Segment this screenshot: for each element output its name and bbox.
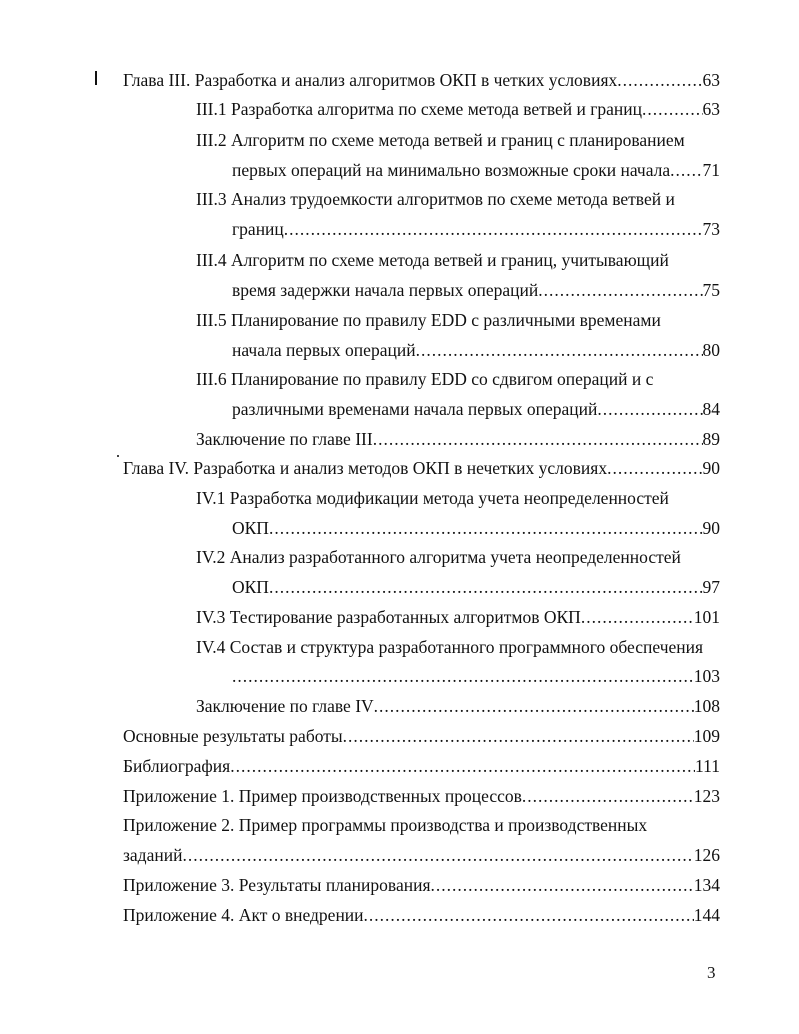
toc-entry-3-3-line1[interactable]: III.3 Анализ трудоемкости алгоритмов по схеме метода ветвей и (196, 189, 675, 209)
toc-entry-4-1-line1[interactable]: IV.1 Разработка модификации метода учета неопределенностей (196, 488, 669, 508)
toc-entry-appendix-1[interactable]: Приложение 1. Пример производственных процессов ..... 123 (123, 785, 720, 807)
toc-entry-4-4-line1[interactable]: IV.4 Состав и структура разработанного программного обеспечения (196, 637, 704, 657)
toc-entry-results[interactable]: Основные результаты работы ..... 109 (123, 725, 720, 747)
toc-entry-3-2-line1[interactable]: III.2 Алгоритм по схеме метода ветвей и границ с планированием (196, 130, 685, 150)
toc-entry-appendix-3[interactable]: Приложение 3. Результаты планирования ..... 134 (123, 874, 720, 896)
toc-entry-3-6-line2[interactable]: различными временами начала первых операций ..... 84 (232, 398, 720, 420)
toc-entry-4-3[interactable]: IV.3 Тестирование разработанных алгоритмов ОКП ..... 101 (196, 606, 720, 628)
toc-entry-3-5-line1[interactable]: III.5 Планирование по правилу EDD с различными временами (196, 310, 661, 330)
toc-entry-conclusion-4[interactable]: Заключение по главе IV ..... 108 (196, 695, 720, 717)
toc-entry-appendix-2-line2[interactable]: заданий ..... 126 (123, 844, 720, 866)
page-number: 3 (707, 963, 716, 982)
margin-speck (117, 455, 119, 457)
toc-entry-bibliography[interactable]: Библиография ..... 111 (123, 755, 720, 777)
toc-entry-3-2-line2[interactable]: первых операций на минимально возможные сроки начала ..... 71 (232, 159, 720, 181)
toc-entry-chapter-4[interactable]: Глава IV. Разработка и анализ методов ОКП в нечетких условиях ..... 90 (123, 457, 720, 479)
toc-entry-3-4-line2[interactable]: время задержки начала первых операций ..... 75 (232, 279, 720, 301)
toc-entry-4-2-line1[interactable]: IV.2 Анализ разработанного алгоритма учета неопределенностей (196, 547, 681, 567)
toc-entry-chapter-3[interactable]: Глава III. Разработка и анализ алгоритмов ОКП в четких условиях ..... 63 (123, 69, 720, 91)
toc-entry-3-1[interactable]: III.1 Разработка алгоритма по схеме метода ветвей и границ ..... 63 (196, 98, 720, 120)
toc-entry-appendix-4[interactable]: Приложение 4. Акт о внедрении ..... 144 (123, 904, 720, 926)
toc-entry-3-6-line1[interactable]: III.6 Планирование по правилу EDD со сдвигом операций и с (196, 369, 654, 389)
toc-entry-3-5-line2[interactable]: начала первых операций ..... 80 (232, 339, 720, 361)
toc-entry-4-1-line2[interactable]: ОКП ..... 90 (232, 517, 720, 539)
toc-entry-appendix-2-line1[interactable]: Приложение 2. Пример программы производства и производственных (123, 815, 648, 835)
toc-entry-3-3-line2[interactable]: границ ..... 73 (232, 218, 720, 240)
toc-entry-3-4-line1[interactable]: III.4 Алгоритм по схеме метода ветвей и границ, учитывающий (196, 250, 669, 270)
toc-entry-4-2-line2[interactable]: ОКП ..... 97 (232, 576, 720, 598)
toc-entry-conclusion-3[interactable]: Заключение по главе III ..... 89 (196, 428, 720, 450)
margin-mark (95, 71, 97, 85)
toc-entry-4-4-line2[interactable]: ..... 103 (232, 665, 720, 687)
